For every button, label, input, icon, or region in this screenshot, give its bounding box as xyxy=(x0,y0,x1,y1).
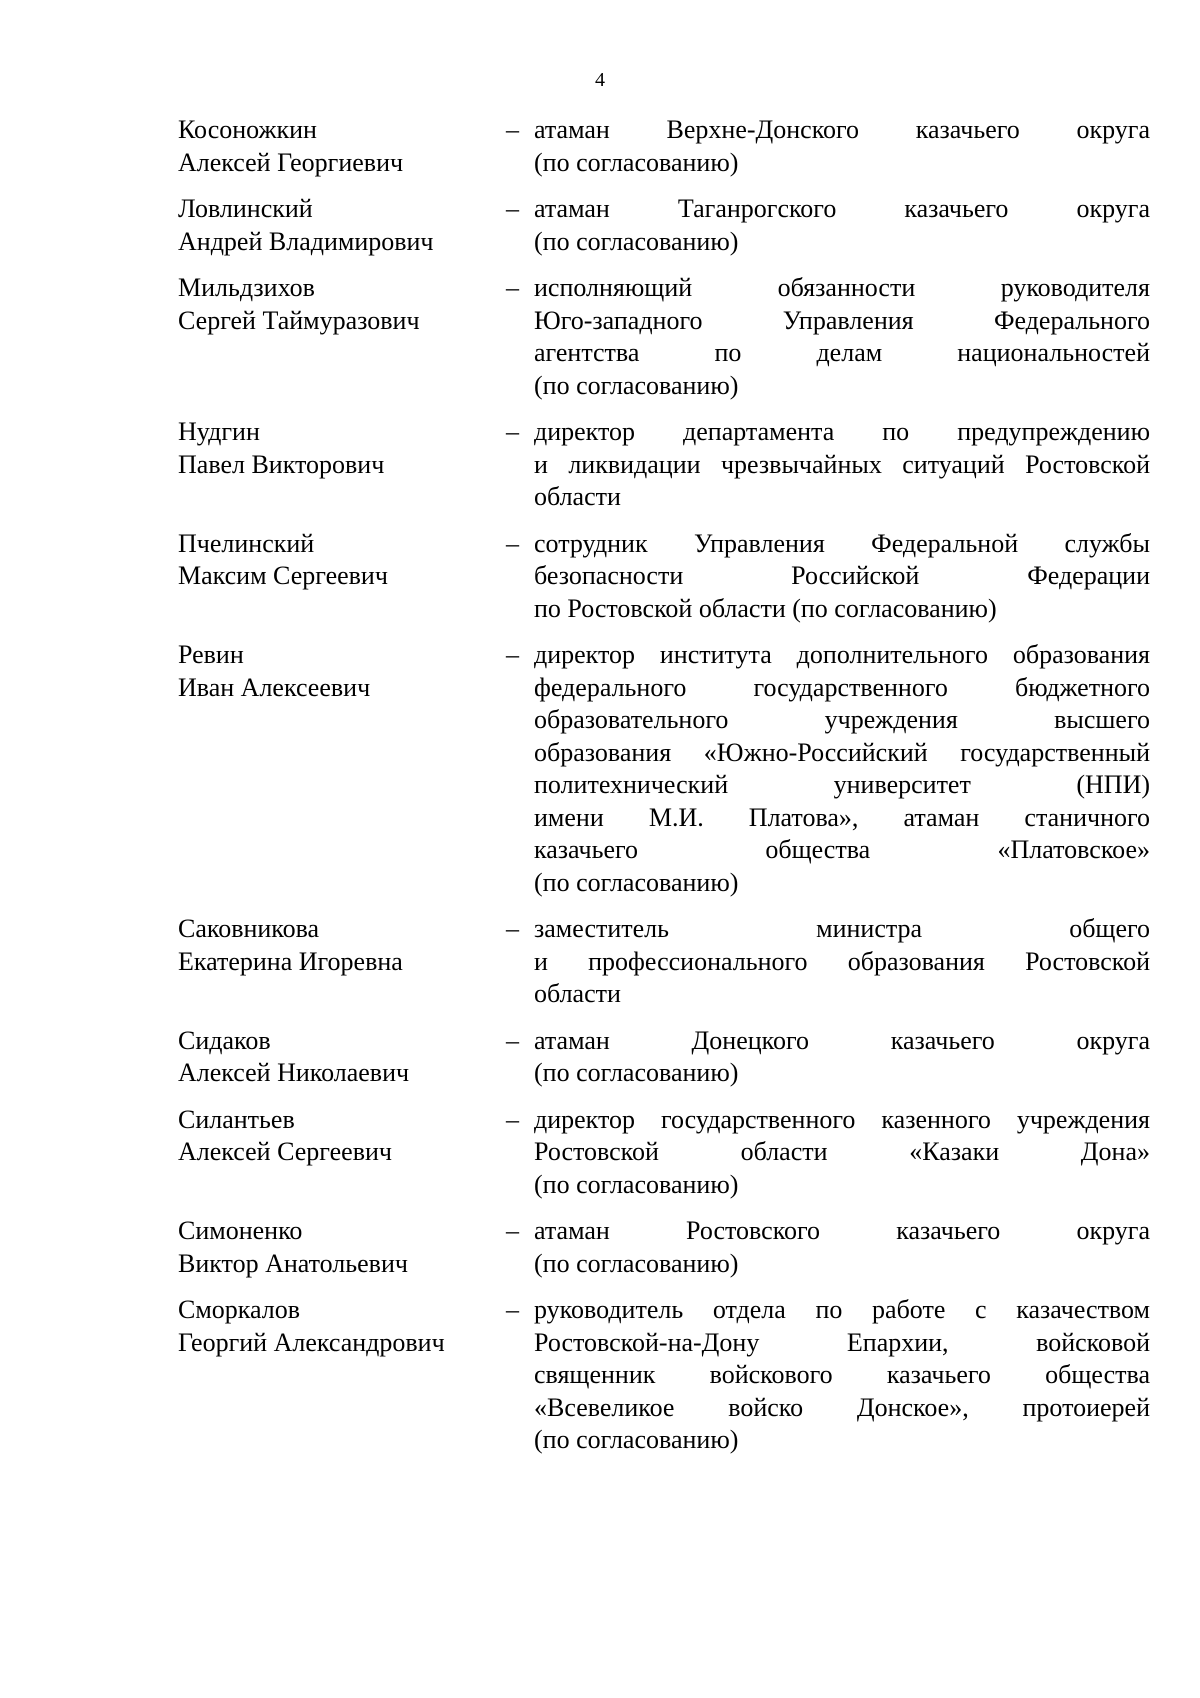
member-given-names: Алексей Сергеевич xyxy=(178,1137,392,1166)
member-given-names: Иван Алексеевич xyxy=(178,672,371,702)
role-line: (по согласованию) xyxy=(534,147,739,177)
member-entry xyxy=(178,193,1160,258)
member-name xyxy=(178,639,506,704)
member-role xyxy=(534,1025,1150,1090)
member-entry xyxy=(178,913,1160,1011)
member-given-names: Екатерина Игоревна xyxy=(178,946,403,976)
member-given-names: Андрей Владимирович xyxy=(178,226,434,256)
role-line: атаман Донецкого казачьего округа xyxy=(534,1025,1150,1055)
member-role xyxy=(534,913,1150,1011)
separator-dash: – xyxy=(506,528,519,558)
member-role xyxy=(534,1294,1150,1457)
role-line: области xyxy=(534,482,621,511)
role-line: имени М.И. Платова», атаман станичного xyxy=(534,802,1150,832)
member-entry xyxy=(178,114,1160,179)
role-line: (по согласованию) xyxy=(534,1425,739,1454)
role-line: атаман Таганрогского казачьего округа xyxy=(534,194,1150,223)
role-line: (по согласованию) xyxy=(534,1248,739,1278)
member-surname: Мильдзихов xyxy=(178,273,315,302)
separator-dash: – xyxy=(506,417,519,446)
role-line: области xyxy=(534,979,621,1008)
member-surname: Сидаков xyxy=(178,1025,271,1055)
role-line: директор государственного казенного учреждения xyxy=(534,1104,1150,1134)
role-line: Ростовской-на-Дону Епархии, войсковой xyxy=(534,1327,1150,1357)
member-name xyxy=(178,1025,506,1090)
member-entry xyxy=(178,1025,1160,1090)
member-name xyxy=(178,1294,506,1359)
role-line: руководитель отдела по работе с казачеством xyxy=(534,1295,1150,1324)
role-line: и профессионального образования Ростовской xyxy=(534,946,1150,976)
member-given-names: Георгий Александрович xyxy=(178,1327,445,1357)
member-name xyxy=(178,1104,506,1169)
member-surname: Сморкалов xyxy=(178,1295,301,1324)
role-line: (по согласованию) xyxy=(534,226,739,256)
member-list xyxy=(178,114,1160,1457)
member-given-names: Алексей Николаевич xyxy=(178,1058,410,1087)
member-name xyxy=(178,1215,506,1280)
member-role xyxy=(534,114,1150,179)
member-given-names: Сергей Таймуразович xyxy=(178,305,420,335)
role-line: атаман Ростовского казачьего округа xyxy=(534,1216,1150,1245)
role-line: Юго-западного Управления Федерального xyxy=(534,305,1150,335)
member-surname: Нудгин xyxy=(178,417,260,446)
member-given-names: Виктор Анатольевич xyxy=(178,1248,408,1278)
role-line: федерального государственного бюджетного xyxy=(534,672,1150,702)
role-line: Ростовской области «Казаки Дона» xyxy=(534,1137,1150,1166)
role-line: сотрудник Управления Федеральной службы xyxy=(534,528,1150,558)
member-given-names: Алексей Георгиевич xyxy=(178,147,404,177)
member-role xyxy=(534,528,1150,626)
role-line: образования «Южно-Российский государственный xyxy=(534,737,1150,767)
role-line: казачьего общества «Платовское» xyxy=(534,835,1150,864)
separator-dash: – xyxy=(506,1104,519,1134)
member-role xyxy=(534,1215,1150,1280)
member-name xyxy=(178,528,506,593)
role-line: атаман Верхне-Донского казачьего округа xyxy=(534,115,1150,144)
role-line: (по согласованию) xyxy=(534,1058,739,1087)
member-entry xyxy=(178,1294,1160,1457)
separator-dash: – xyxy=(506,1216,519,1245)
member-entry xyxy=(178,1104,1160,1202)
role-line: священник войскового казачьего общества xyxy=(534,1360,1150,1389)
member-name xyxy=(178,416,506,481)
member-surname: Силантьев xyxy=(178,1104,295,1134)
member-entry xyxy=(178,272,1160,402)
member-surname: Саковникова xyxy=(178,914,320,943)
member-role xyxy=(534,272,1150,402)
role-line: образовательного учреждения высшего xyxy=(534,705,1150,734)
member-name xyxy=(178,193,506,258)
page-number: 4 xyxy=(595,69,605,91)
member-name xyxy=(178,913,506,978)
separator-dash: – xyxy=(506,115,519,144)
separator-dash: – xyxy=(506,273,519,302)
role-line: директор департамента по предупреждению xyxy=(534,417,1150,446)
member-name xyxy=(178,114,506,179)
member-entry xyxy=(178,528,1160,626)
role-line: безопасности Российской Федерации xyxy=(534,561,1150,590)
member-role xyxy=(534,416,1150,514)
member-name xyxy=(178,272,506,337)
role-line: и ликвидации чрезвычайных ситуаций Ростовской xyxy=(534,449,1150,479)
role-line: по Ростовской области (по согласованию) xyxy=(534,593,997,623)
role-line: политехнический университет (НПИ) xyxy=(534,770,1150,799)
member-surname: Ревин xyxy=(178,640,244,669)
member-surname: Ловлинский xyxy=(178,194,313,223)
separator-dash: – xyxy=(506,194,519,223)
member-given-names: Павел Викторович xyxy=(178,449,385,479)
member-given-names: Максим Сергеевич xyxy=(178,561,388,590)
role-line: исполняющий обязанности руководителя xyxy=(534,273,1150,302)
separator-dash: – xyxy=(506,914,519,943)
member-role xyxy=(534,1104,1150,1202)
member-role xyxy=(534,639,1150,899)
separator-dash: – xyxy=(506,1025,519,1055)
separator-dash: – xyxy=(506,640,519,669)
member-surname: Симоненко xyxy=(178,1216,303,1245)
member-entry xyxy=(178,639,1160,899)
role-line: (по согласованию) xyxy=(534,1169,739,1199)
member-role xyxy=(534,193,1150,258)
member-entry xyxy=(178,416,1160,514)
role-line: «Всевеликое войско Донское», протоиерей xyxy=(534,1392,1150,1422)
member-surname: Косоножкин xyxy=(178,115,317,144)
role-line: агентства по делам национальностей xyxy=(534,338,1150,367)
role-line: (по согласованию) xyxy=(534,370,739,400)
role-line: заместитель министра общего xyxy=(534,914,1150,943)
separator-dash: – xyxy=(506,1295,519,1324)
role-line: директор института дополнительного образования xyxy=(534,640,1150,669)
role-line: (по согласованию) xyxy=(534,867,739,897)
member-surname: Пчелинский xyxy=(178,528,315,558)
member-entry xyxy=(178,1215,1160,1280)
